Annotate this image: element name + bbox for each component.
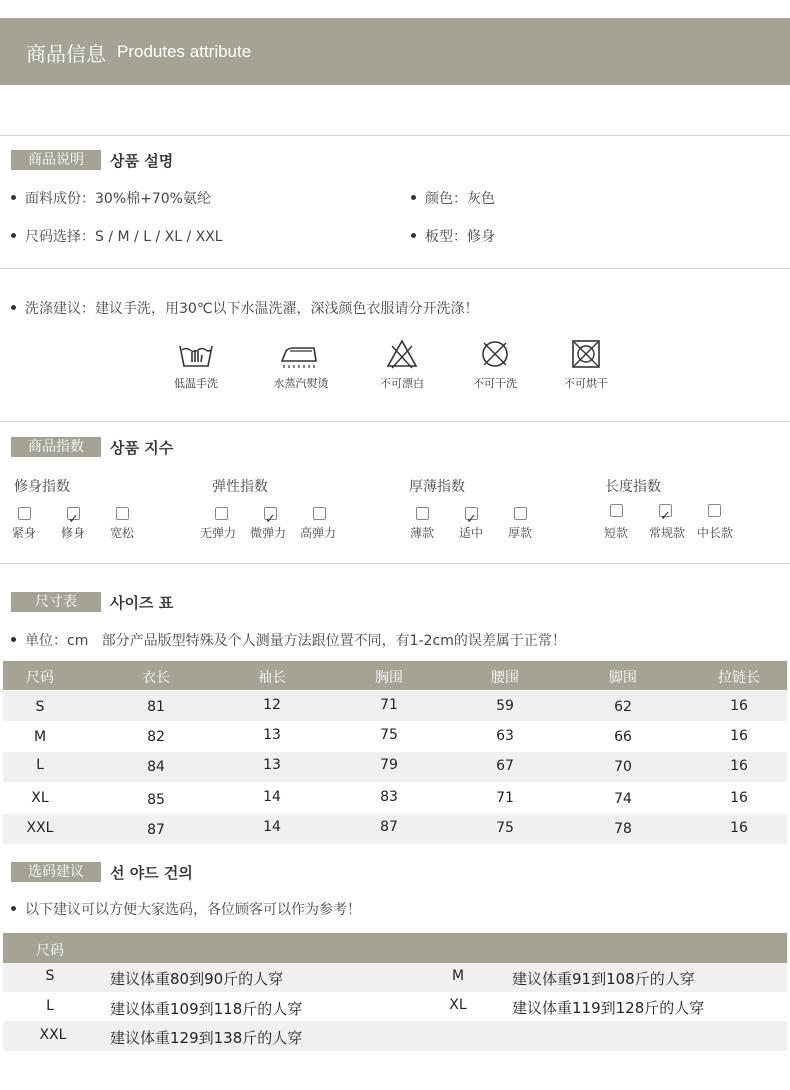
fit-index-title: 修身指数 (14, 479, 70, 495)
bullet (411, 195, 416, 200)
divider (0, 135, 790, 136)
bullet (11, 233, 16, 238)
column-header: 尺码 (36, 943, 64, 959)
no-tumble-dry-label: 不可烘干 (564, 377, 608, 390)
option-label: 宽松 (110, 526, 135, 540)
option-label: 常规款 (649, 526, 686, 540)
recommend-tag: 选码建议 (11, 862, 101, 882)
size-table-ko-title: 사이즈 표 (110, 594, 174, 612)
table-cell: 16 (730, 758, 748, 774)
no-bleach-label: 不可漂白 (380, 377, 424, 390)
weight-cell: 建议体重80到90斤的人穿 (110, 970, 284, 988)
checkbox[interactable] (313, 507, 326, 520)
wash-advice-text: 洗涤建议：建议手洗，用30℃以下水温洗濯，深浅颜色衣服请分开洗涤！ (25, 301, 479, 317)
index-tag: 商品指数 (11, 437, 101, 457)
weight-cell: 建议体重91到108斤的人穿 (512, 970, 695, 988)
color-text: 颜色：灰色 (425, 191, 495, 207)
steam-iron-icon (278, 343, 322, 369)
size-note-text: 单位：cm 部分产品版型特殊及个人测量方法跟位置不同，有1-2cm的误差属于正常！ (25, 633, 566, 649)
divider (0, 421, 790, 422)
table-cell: 16 (730, 790, 748, 806)
no-tumble-dry-icon (571, 339, 601, 369)
table-cell: 81 (147, 699, 165, 715)
table-cell: 87 (380, 819, 398, 835)
table-cell: 75 (496, 820, 514, 836)
table-cell: 84 (147, 759, 165, 775)
no-bleach-icon (386, 338, 418, 370)
table-cell: 67 (496, 758, 514, 774)
table-cell: 82 (147, 729, 165, 745)
table-cell: 59 (496, 698, 514, 714)
checkbox[interactable] (215, 507, 228, 520)
divider (0, 268, 790, 269)
table-cell: 13 (263, 727, 281, 743)
option-label: 修身 (61, 526, 86, 540)
hand-wash-label: 低温手洗 (174, 377, 218, 390)
column-header: 拉链长 (718, 670, 760, 686)
steam-iron-label: 水蒸汽熨烫 (273, 377, 329, 390)
header-title-cn: 商品信息 (26, 42, 106, 66)
column-header: 腰围 (491, 670, 519, 686)
checkbox[interactable] (610, 504, 623, 517)
table-cell: XL (31, 790, 49, 806)
desc-tag: 商品说明 (11, 150, 101, 170)
column-header: 衣长 (142, 670, 170, 686)
checkmark-icon: ✓ (265, 512, 276, 527)
bullet (11, 305, 16, 310)
material-text: 面料成份：30%棉+70%氨纶 (25, 191, 211, 207)
table-cell: 71 (380, 697, 398, 713)
bullet (11, 637, 16, 642)
table-cell: L (36, 757, 44, 773)
checkbox-checked[interactable] (465, 507, 478, 527)
option-label: 中长款 (697, 526, 734, 540)
table-cell: 75 (380, 727, 398, 743)
table-cell: 13 (263, 757, 281, 773)
column-header: 尺码 (26, 670, 54, 686)
size-cell: L (46, 998, 54, 1014)
table-cell: 79 (380, 757, 398, 773)
size-table-tag: 尺寸表 (11, 592, 101, 612)
size-cell: S (45, 968, 55, 984)
table-cell: 16 (730, 698, 748, 714)
table-cell: S (35, 699, 45, 715)
table-cell: 66 (614, 729, 632, 745)
table-cell: 14 (263, 789, 281, 805)
weight-cell: 建议体重129到138斤的人穿 (110, 1029, 303, 1047)
size-cell: XL (449, 997, 467, 1013)
table-cell: M (33, 729, 47, 745)
checkmark-icon: ✓ (68, 512, 79, 527)
table-cell: 70 (614, 759, 632, 775)
checkbox-checked[interactable] (67, 507, 80, 527)
bullet (11, 906, 16, 911)
divider (0, 563, 790, 564)
weight-cell: 建议体重119到128斤的人穿 (512, 999, 705, 1017)
checkbox-checked[interactable] (264, 507, 277, 527)
recommend-ko-title: 선 야드 건의 (110, 864, 193, 882)
table-cell: 87 (147, 822, 165, 838)
table-cell: 83 (380, 789, 398, 805)
column-header: 脚围 (609, 670, 637, 686)
table-cell: 16 (730, 820, 748, 836)
no-dry-clean-label: 不可干洗 (473, 377, 517, 390)
column-header: 袖长 (258, 670, 286, 686)
checkbox[interactable] (708, 504, 721, 517)
section-header (0, 18, 790, 85)
table-cell: 12 (263, 697, 281, 713)
table-cell: 71 (496, 790, 514, 806)
elasticity-index-title: 弹性指数 (212, 479, 268, 495)
option-label: 微弹力 (250, 526, 287, 540)
size-cell: M (451, 968, 465, 984)
size-cell: XXL (39, 1027, 67, 1043)
option-label: 薄款 (410, 526, 435, 540)
checkmark-icon: ✓ (660, 509, 671, 524)
no-dry-clean-icon (480, 339, 510, 369)
checkbox[interactable] (116, 507, 129, 520)
option-label: 短款 (604, 526, 629, 540)
table-cell: 74 (614, 791, 632, 807)
table-cell: 14 (263, 819, 281, 835)
option-label: 紧身 (12, 526, 37, 540)
option-label: 高弹力 (300, 526, 337, 540)
recommend-table-header (3, 933, 787, 963)
option-label: 无弹力 (200, 526, 237, 540)
weight-cell: 建议体重109到118斤的人穿 (110, 1000, 303, 1018)
header-title-en: Produtes attribute (117, 42, 252, 61)
table-cell: XXL (26, 820, 54, 836)
checkbox[interactable] (416, 507, 429, 520)
checkbox-checked[interactable] (659, 504, 672, 524)
thickness-index-title: 厚薄指数 (409, 479, 465, 495)
recommend-note-text: 以下建议可以方便大家选码，各位顾客可以作为参考！ (25, 902, 361, 918)
desc-ko-title: 상품 설명 (110, 152, 174, 170)
table-cell: 78 (614, 821, 632, 837)
fit-text: 板型：修身 (425, 229, 495, 245)
bullet (11, 195, 16, 200)
checkbox[interactable] (514, 507, 527, 520)
table-cell: 16 (730, 728, 748, 744)
table-cell: 63 (496, 728, 514, 744)
table-cell: 62 (614, 699, 632, 715)
table-cell: 85 (147, 792, 165, 808)
index-ko-title: 상품 지수 (110, 439, 174, 457)
column-header: 胸围 (375, 670, 403, 686)
sizes-text: 尺码选择：S / M / L / XL / XXL (25, 229, 223, 245)
checkbox[interactable] (18, 507, 31, 520)
option-label: 适中 (459, 526, 484, 540)
checkmark-icon: ✓ (466, 512, 477, 527)
hand-wash-icon (176, 340, 216, 370)
length-index-title: 长度指数 (605, 479, 661, 495)
bullet (411, 233, 416, 238)
option-label: 厚款 (508, 526, 533, 540)
